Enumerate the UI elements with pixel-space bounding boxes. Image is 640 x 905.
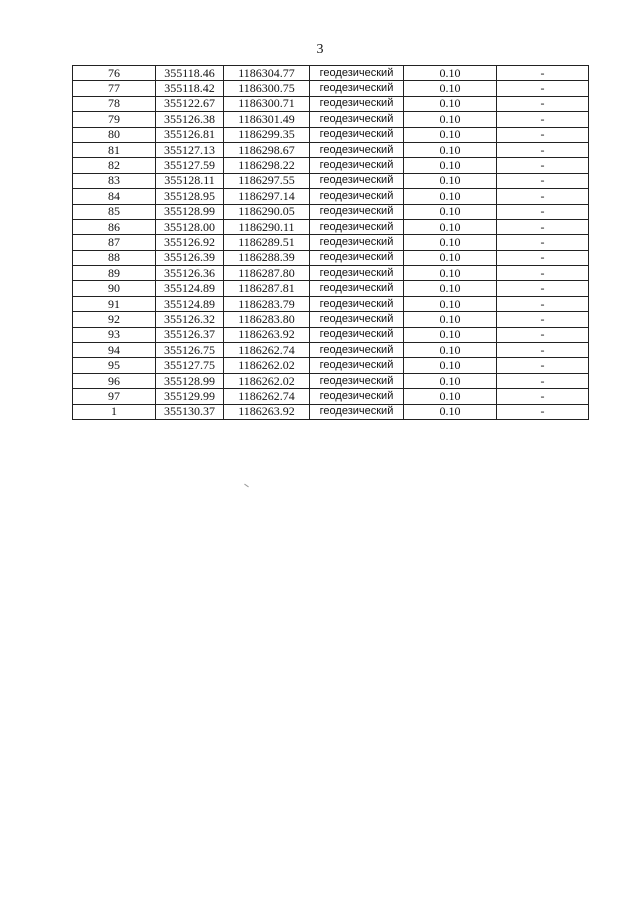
point-number-cell: 94 (73, 343, 156, 358)
point-number-cell: 86 (73, 219, 156, 234)
method-cell: геодезический (310, 158, 404, 173)
point-number-cell: 83 (73, 173, 156, 188)
point-number-cell: 79 (73, 112, 156, 127)
method-cell: геодезический (310, 389, 404, 404)
method-cell: геодезический (310, 343, 404, 358)
accuracy-cell: 0.10 (404, 219, 497, 234)
point-number-cell: 97 (73, 389, 156, 404)
accuracy-cell: 0.10 (404, 250, 497, 265)
y-coordinate-cell: 1186262.74 (224, 389, 310, 404)
description-cell: - (497, 204, 589, 219)
x-coordinate-cell: 355126.36 (156, 266, 224, 281)
accuracy-cell: 0.10 (404, 112, 497, 127)
table-row (73, 173, 589, 188)
x-coordinate-cell: 355126.37 (156, 327, 224, 342)
description-cell: - (497, 81, 589, 96)
x-coordinate-cell: 355130.37 (156, 404, 224, 419)
x-coordinate-cell: 355126.32 (156, 312, 224, 327)
accuracy-cell: 0.10 (404, 389, 497, 404)
description-cell: - (497, 189, 589, 204)
coordinates-table-body (73, 66, 589, 420)
accuracy-cell: 0.10 (404, 373, 497, 388)
method-cell: геодезический (310, 235, 404, 250)
method-cell: геодезический (310, 66, 404, 81)
method-cell: геодезический (310, 250, 404, 265)
description-cell: - (497, 373, 589, 388)
accuracy-cell: 0.10 (404, 173, 497, 188)
description-cell: - (497, 112, 589, 127)
method-cell: геодезический (310, 112, 404, 127)
accuracy-cell: 0.10 (404, 235, 497, 250)
x-coordinate-cell: 355128.11 (156, 173, 224, 188)
description-cell: - (497, 66, 589, 81)
x-coordinate-cell: 355126.39 (156, 250, 224, 265)
point-number-cell: 82 (73, 158, 156, 173)
description-cell: - (497, 158, 589, 173)
description-cell: - (497, 219, 589, 234)
point-number-cell: 85 (73, 204, 156, 219)
x-coordinate-cell: 355128.99 (156, 373, 224, 388)
y-coordinate-cell: 1186304.77 (224, 66, 310, 81)
x-coordinate-cell: 355118.46 (156, 66, 224, 81)
x-coordinate-cell: 355118.42 (156, 81, 224, 96)
method-cell: геодезический (310, 373, 404, 388)
y-coordinate-cell: 1186288.39 (224, 250, 310, 265)
description-cell: - (497, 266, 589, 281)
accuracy-cell: 0.10 (404, 189, 497, 204)
accuracy-cell: 0.10 (404, 204, 497, 219)
y-coordinate-cell: 1186263.92 (224, 404, 310, 419)
scan-artifact-mark (244, 484, 249, 488)
point-number-cell: 78 (73, 96, 156, 111)
accuracy-cell: 0.10 (404, 404, 497, 419)
x-coordinate-cell: 355129.99 (156, 389, 224, 404)
y-coordinate-cell: 1186301.49 (224, 112, 310, 127)
table-row (73, 112, 589, 127)
table-row (73, 266, 589, 281)
accuracy-cell: 0.10 (404, 81, 497, 96)
x-coordinate-cell: 355122.67 (156, 96, 224, 111)
y-coordinate-cell: 1186262.02 (224, 373, 310, 388)
x-coordinate-cell: 355127.13 (156, 142, 224, 157)
accuracy-cell: 0.10 (404, 358, 497, 373)
y-coordinate-cell: 1186300.71 (224, 96, 310, 111)
method-cell: геодезический (310, 281, 404, 296)
method-cell: геодезический (310, 296, 404, 311)
point-number-cell: 84 (73, 189, 156, 204)
table-row (73, 373, 589, 388)
method-cell: геодезический (310, 358, 404, 373)
x-coordinate-cell: 355127.75 (156, 358, 224, 373)
point-number-cell: 88 (73, 250, 156, 265)
y-coordinate-cell: 1186298.67 (224, 142, 310, 157)
accuracy-cell: 0.10 (404, 312, 497, 327)
point-number-cell: 91 (73, 296, 156, 311)
y-coordinate-cell: 1186290.05 (224, 204, 310, 219)
accuracy-cell: 0.10 (404, 158, 497, 173)
table-row (73, 142, 589, 157)
table-row (73, 66, 589, 81)
description-cell: - (497, 389, 589, 404)
accuracy-cell: 0.10 (404, 127, 497, 142)
point-number-cell: 96 (73, 373, 156, 388)
table-row (73, 327, 589, 342)
accuracy-cell: 0.10 (404, 296, 497, 311)
method-cell: геодезический (310, 327, 404, 342)
description-cell: - (497, 358, 589, 373)
x-coordinate-cell: 355126.81 (156, 127, 224, 142)
y-coordinate-cell: 1186262.02 (224, 358, 310, 373)
table-row (73, 189, 589, 204)
x-coordinate-cell: 355128.00 (156, 219, 224, 234)
method-cell: геодезический (310, 142, 404, 157)
accuracy-cell: 0.10 (404, 96, 497, 111)
method-cell: геодезический (310, 204, 404, 219)
description-cell: - (497, 127, 589, 142)
y-coordinate-cell: 1186287.80 (224, 266, 310, 281)
point-number-cell: 89 (73, 266, 156, 281)
table-row (73, 296, 589, 311)
point-number-cell: 77 (73, 81, 156, 96)
description-cell: - (497, 343, 589, 358)
table-row (73, 219, 589, 234)
x-coordinate-cell: 355124.89 (156, 281, 224, 296)
point-number-cell: 1 (73, 404, 156, 419)
method-cell: геодезический (310, 189, 404, 204)
description-cell: - (497, 173, 589, 188)
x-coordinate-cell: 355126.92 (156, 235, 224, 250)
method-cell: геодезический (310, 266, 404, 281)
y-coordinate-cell: 1186297.55 (224, 173, 310, 188)
y-coordinate-cell: 1186287.81 (224, 281, 310, 296)
coordinates-table (72, 65, 589, 420)
description-cell: - (497, 235, 589, 250)
table-row (73, 235, 589, 250)
table-row (73, 81, 589, 96)
method-cell: геодезический (310, 312, 404, 327)
y-coordinate-cell: 1186299.35 (224, 127, 310, 142)
y-coordinate-cell: 1186290.11 (224, 219, 310, 234)
x-coordinate-cell: 355128.99 (156, 204, 224, 219)
y-coordinate-cell: 1186263.92 (224, 327, 310, 342)
method-cell: геодезический (310, 173, 404, 188)
method-cell: геодезический (310, 219, 404, 234)
page-number: 3 (316, 42, 324, 57)
accuracy-cell: 0.10 (404, 66, 497, 81)
y-coordinate-cell: 1186298.22 (224, 158, 310, 173)
accuracy-cell: 0.10 (404, 327, 497, 342)
y-coordinate-cell: 1186283.80 (224, 312, 310, 327)
x-coordinate-cell: 355126.38 (156, 112, 224, 127)
description-cell: - (497, 312, 589, 327)
method-cell: геодезический (310, 81, 404, 96)
table-row (73, 127, 589, 142)
point-number-cell: 76 (73, 66, 156, 81)
table-row (73, 281, 589, 296)
table-row (73, 389, 589, 404)
accuracy-cell: 0.10 (404, 266, 497, 281)
x-coordinate-cell: 355128.95 (156, 189, 224, 204)
description-cell: - (497, 281, 589, 296)
table-row (73, 358, 589, 373)
method-cell: геодезический (310, 127, 404, 142)
y-coordinate-cell: 1186262.74 (224, 343, 310, 358)
x-coordinate-cell: 355126.75 (156, 343, 224, 358)
x-coordinate-cell: 355124.89 (156, 296, 224, 311)
point-number-cell: 90 (73, 281, 156, 296)
description-cell: - (497, 296, 589, 311)
accuracy-cell: 0.10 (404, 343, 497, 358)
table-row (73, 312, 589, 327)
point-number-cell: 93 (73, 327, 156, 342)
description-cell: - (497, 96, 589, 111)
y-coordinate-cell: 1186297.14 (224, 189, 310, 204)
method-cell: геодезический (310, 404, 404, 419)
table-row (73, 204, 589, 219)
point-number-cell: 81 (73, 142, 156, 157)
y-coordinate-cell: 1186300.75 (224, 81, 310, 96)
method-cell: геодезический (310, 96, 404, 111)
description-cell: - (497, 142, 589, 157)
description-cell: - (497, 327, 589, 342)
y-coordinate-cell: 1186283.79 (224, 296, 310, 311)
table-row (73, 158, 589, 173)
table-row (73, 250, 589, 265)
point-number-cell: 92 (73, 312, 156, 327)
accuracy-cell: 0.10 (404, 281, 497, 296)
point-number-cell: 87 (73, 235, 156, 250)
y-coordinate-cell: 1186289.51 (224, 235, 310, 250)
x-coordinate-cell: 355127.59 (156, 158, 224, 173)
accuracy-cell: 0.10 (404, 142, 497, 157)
description-cell: - (497, 404, 589, 419)
table-row (73, 404, 589, 419)
table-row (73, 96, 589, 111)
point-number-cell: 80 (73, 127, 156, 142)
point-number-cell: 95 (73, 358, 156, 373)
description-cell: - (497, 250, 589, 265)
table-row (73, 343, 589, 358)
